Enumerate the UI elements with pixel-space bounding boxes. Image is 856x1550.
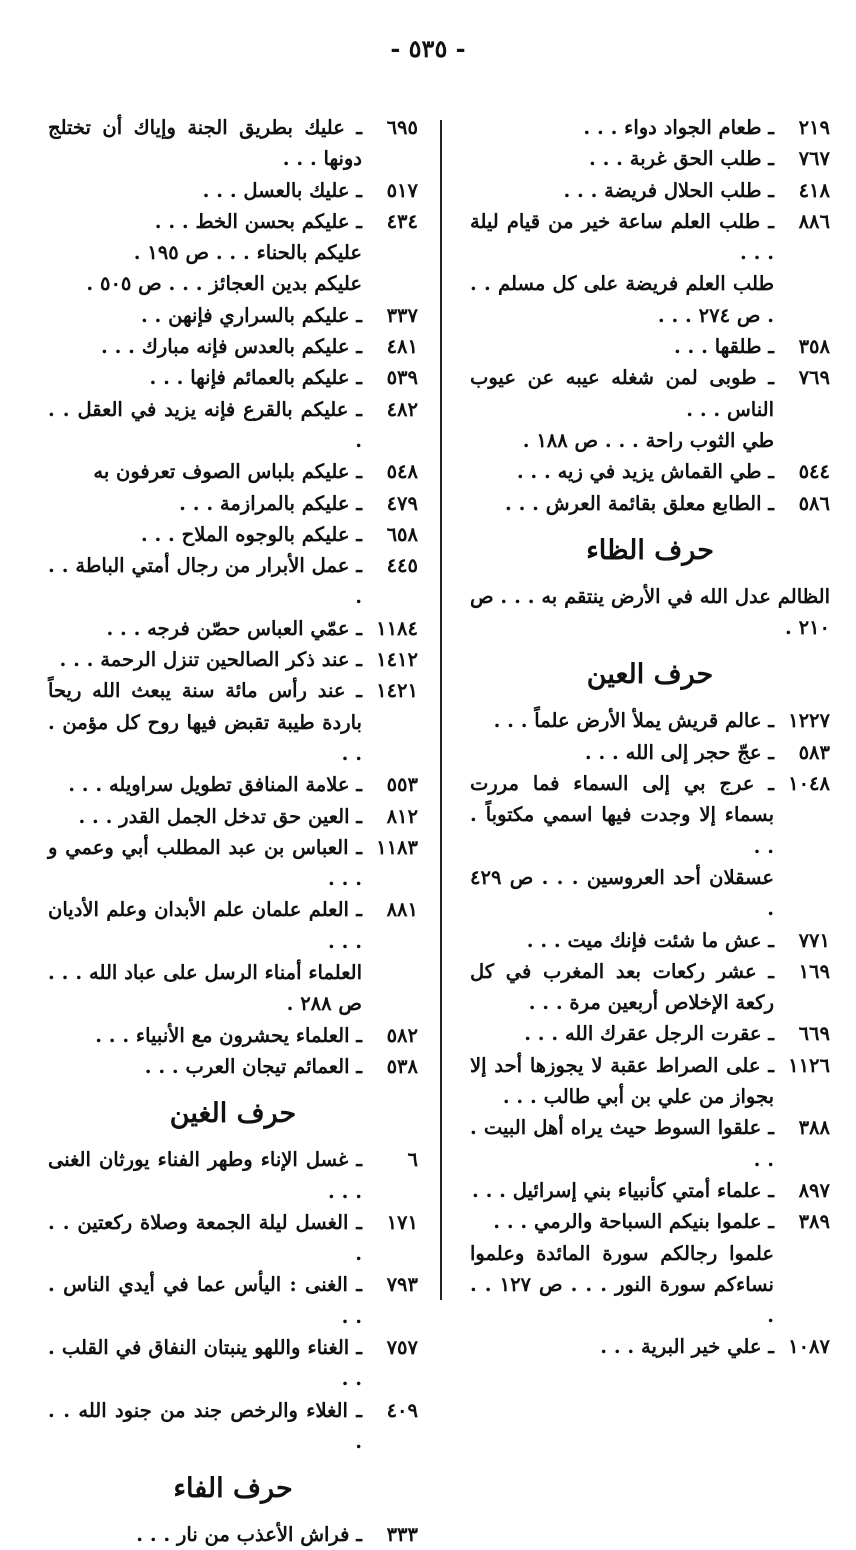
entry-list [470,925,830,1238]
entry-number: ١١٨٣ [376,835,418,859]
entry-number: ١٠٤٨ [788,772,830,796]
entry-text: ـ عليكم بالوجوه الملاح . . . [140,522,362,546]
entry-text: ـ على الصراط عقبة لا يجوزها أحد إلا بجواز من علي بن أبي طالب . . . [470,1053,774,1109]
section-heading-zah: حرف الظاء [586,534,714,566]
entry-text: ـ طلب الحلال فريضة . . . [563,178,774,202]
index-entry [48,112,418,175]
note-line: طلب العلم فريضة على كل مسلم . . . ص ٢٧٤ . . . [470,272,774,327]
index-entry [470,1112,830,1175]
index-entry [48,894,418,957]
entry-number: ٤٠٩ [386,1398,418,1422]
entry-number: ٧٩٣ [386,1273,418,1297]
entry-text: ـ عرج بي إلى السماء فما مررت بسماء إلا وجدت فيها اسمي مكتوباً . . . [470,772,774,858]
entry-number: ٥١٧ [386,178,418,202]
note-line: عليكم بدين العجائز . . . ص ٥٠٥ . [86,272,362,296]
entry-text: ـ علقوا السوط حيث يراه أهل البيت . . . [470,1116,774,1171]
index-entry [470,456,830,487]
entry-text: ـ فراش الأعذب من نار . . . [136,1523,362,1547]
index-entry [48,1020,418,1051]
entry-text: ـ عليك بالعسل . . . [202,178,362,202]
entry-text: ـ عند ذكر الصالحين تنزل الرحمة . . . [59,648,362,672]
entry-list [48,1144,418,1457]
entry-number: ٦٩٥ [386,116,418,139]
entry-number: ٤٣٤ [386,209,418,233]
entry-number: ٢١٩ [798,116,830,139]
index-entry [470,768,830,862]
entry-number: ٥٤٤ [798,460,830,484]
index-entry [470,1175,830,1206]
entry-text: ـ العلماء يحشرون مع الأنبياء . . . [95,1023,362,1047]
entry-list [470,456,830,519]
entry-text: ـ عجّ حجر إلى الله . . . [584,740,774,764]
entry-text: ـ علي خير البرية . . . [600,1335,774,1359]
entry-number: ٥٣٩ [386,366,418,390]
entry-number: ١٢٢٧ [788,709,830,733]
index-entry [470,488,830,519]
entry-text: ـ العلم علمان علم الأبدان وعلم الأديان . . . [48,898,362,953]
index-entry [48,1395,418,1458]
entry-number: ٣٥٨ [798,335,830,359]
index-entry [470,1206,830,1237]
index-entry [48,675,418,769]
entry-number: ٦٦٩ [798,1022,830,1046]
entry-number: ٥٨٦ [798,491,830,515]
index-entry [470,143,830,174]
index-entry [470,956,830,1019]
page-number: - ٥٣٥ - [390,34,466,63]
entry-text: ـ العباس بن عبد المطلب أبي وعمي و . . . [48,835,362,891]
entry-list [470,1331,830,1362]
entry-text: ـ عقرت الرجل عقرك الله . . . [524,1022,774,1046]
entry-text: ـ عليكم بلباس الصوف تعرفون به [93,460,362,484]
entry-text: ـ طلب الحق غربة . . . [589,147,774,171]
entry-number: ٥٤٨ [386,460,418,484]
index-entry [48,832,418,895]
note-line: عسقلان أحد العروسين . . . ص ٤٢٩ . [470,865,774,921]
entry-text: ـ عليكم بالمرازمة . . . [179,491,362,515]
note-line: عليكم بالحناء . . . ص ١٩٥ . [133,241,362,265]
note-line: العلماء أمناء الرسل على عباد الله . . . ص ٢٨٨ . [48,961,362,1016]
index-entry [48,175,418,206]
entry-number: ٨١٢ [386,804,418,828]
entry-text: ـ عمّي العباس حصّن فرجه . . . [106,616,362,640]
index-entry [48,1144,418,1207]
entry-text: ـ طلقها . . . [673,335,774,359]
index-entry [470,362,830,425]
entry-number: ٤١٨ [798,178,830,202]
entry-list [470,112,830,268]
index-entry [470,1050,830,1113]
note-line: علموا رجالكم سورة المائدة وعلموا نساءكم سورة النور . . . ص ١٢٧ . . . [470,1241,774,1328]
index-entry [470,925,830,956]
entry-text: ـ العمائم تيجان العرب . . . [144,1054,362,1078]
entry-number: ١٤١٢ [376,648,418,672]
entry-number: ٨٨٦ [798,209,830,233]
entry-text: ـ الغنى : اليأس عما في أيدي الناس . . . [48,1273,362,1328]
entry-text: ـ الغناء واللهو ينبتان النفاق في القلب . . . [48,1335,362,1391]
entry-number: ٨٨١ [386,898,418,922]
entry-number: ٣٨٨ [798,1116,830,1140]
entry-list [48,1519,418,1550]
index-entry [48,362,418,393]
entry-number: ٧٦٩ [798,366,830,390]
entry-number: ٧٥٧ [386,1335,418,1359]
entry-text: ـ عش ما شئت فإنك ميت . . . [526,928,774,952]
note-line: طي الثوب راحة . . . ص ١٨٨ . [522,428,774,452]
entry-text: ـ عليكم بالسراري فإنهن . . [140,303,362,327]
entry-text: ـ عليكم بالعدس فإنه مبارك . . . [101,335,362,359]
index-entry [470,175,830,206]
entry-text: ـ العين حق تدخل الجمل القدر . . . [78,804,362,828]
entry-number: ٣٣٧ [386,303,418,327]
entry-list [48,112,418,237]
index-entry [48,550,418,613]
index-entry [470,705,830,736]
index-entry [470,206,830,269]
entry-number: ١١٢٦ [788,1053,830,1077]
index-entry [48,1519,418,1550]
entry-number: ٥٨٢ [386,1023,418,1047]
entry-text: ـ طوبى لمن شغله عيبه عن عيوب الناس . . . [470,366,774,421]
entry-number: ١١٨٤ [376,616,418,640]
section-heading-fa: حرف الفاء [173,1473,293,1505]
entry-number: ٥٨٣ [798,740,830,764]
entry-text: ـ علامة المنافق تطويل سراويله . . . [68,773,362,797]
entry-text: ـ عليكم بالعمائم فإنها . . . [149,366,362,390]
entry-text: ـ علماء أمتي كأنبياء بني إسرائيل . . . [472,1178,774,1202]
entry-list [48,300,418,957]
index-entry [470,1331,830,1362]
index-entry [470,1018,830,1049]
section-heading-ghain: حرف الغين [169,1098,297,1130]
index-entry [48,1269,418,1332]
entry-number: ٦٥٨ [386,522,418,546]
entry-list [48,1020,418,1083]
entry-number: ٥٣٨ [386,1054,418,1078]
index-entry [470,737,830,768]
left-column [48,112,418,1550]
entry-text: ـ عليكم بالقرع فإنه يزيد في العقل . . . [48,397,362,452]
entry-text: ـ عند رأس مائة سنة يبعث الله ريحاً باردة طيبة تقبض فيها روح كل مؤمن . . . [48,679,362,765]
entry-number: ٥٥٣ [386,773,418,797]
column-divider [440,120,442,1300]
index-entry [48,300,418,331]
entry-text: ـ عمل الأبرار من رجال أمتي الباطة . . . [48,554,362,609]
entry-number: ١٧١ [386,1210,418,1234]
entry-number: ٦ [407,1148,418,1172]
entry-text: ـ الغسل ليلة الجمعة وصلاة ركعتين . . . [48,1210,362,1266]
entry-number: ٣٨٩ [798,1210,830,1234]
index-entry [48,488,418,519]
entry-number: ٨٩٧ [798,1178,830,1202]
section-heading-ain: حرف العين [586,659,714,691]
entry-text: ـ طلب العلم ساعة خير من قيام ليلة . . . [470,209,774,265]
right-column [470,112,830,1363]
index-entry [48,769,418,800]
entry-text: ـ طي القماش يزيد في زيه . . . [516,460,774,484]
index-entry [48,519,418,550]
index-entry [48,644,418,675]
entry-text: ـ الغلاء والرخص جند من جنود الله . . . [48,1398,362,1453]
entry-text: ـ طعام الجواد دواء . . . [583,116,774,139]
index-entry [48,456,418,487]
entry-text: ـ عليك بطريق الجنة وإياك أن تختلج دونها . . . [48,116,362,171]
entry-text: ـ عشر ركعات بعد المغرب في كل ركعة الإخلاص أربعين مرة . . . [470,959,774,1015]
entry-number: ١٠٨٧ [788,1335,830,1359]
index-entry [48,1332,418,1395]
entry-list [470,331,830,425]
entry-text: ـ عليكم بحسن الخط . . . [154,209,362,233]
entry-number: ٧٦٧ [798,147,830,171]
entry-number: ٤٤٥ [386,554,418,578]
index-entry [48,1207,418,1270]
note-line: الظالم عدل الله في الأرض ينتقم به . . . ص ٢١٠ . [470,584,830,640]
entry-text: ـ عالم قريش يملأ الأرض علماً . . . [493,709,774,733]
index-entry [48,613,418,644]
index-entry [48,206,418,237]
entry-number: ١٦٩ [798,959,830,983]
index-entry [48,1051,418,1082]
entry-number: ١٤٢١ [376,679,418,703]
entry-text: ـ غسل الإناء وطهر الفناء يورثان الغنى . . . [48,1148,362,1203]
index-entry [48,801,418,832]
index-entry [48,394,418,457]
index-entry [470,112,830,143]
entry-list [470,705,830,861]
index-entry [470,331,830,362]
entry-text: ـ الطابع معلق بقائمة العرش . . . [505,491,774,515]
entry-number: ٤٧٩ [386,491,418,515]
entry-text: ـ علموا بنيكم السباحة والرمي . . . [493,1210,774,1234]
entry-number: ٤٨١ [386,335,418,359]
index-entry [48,331,418,362]
entry-number: ٣٣٣ [386,1523,418,1547]
entry-number: ٤٨٢ [386,397,418,421]
entry-number: ٧٧١ [798,928,830,952]
